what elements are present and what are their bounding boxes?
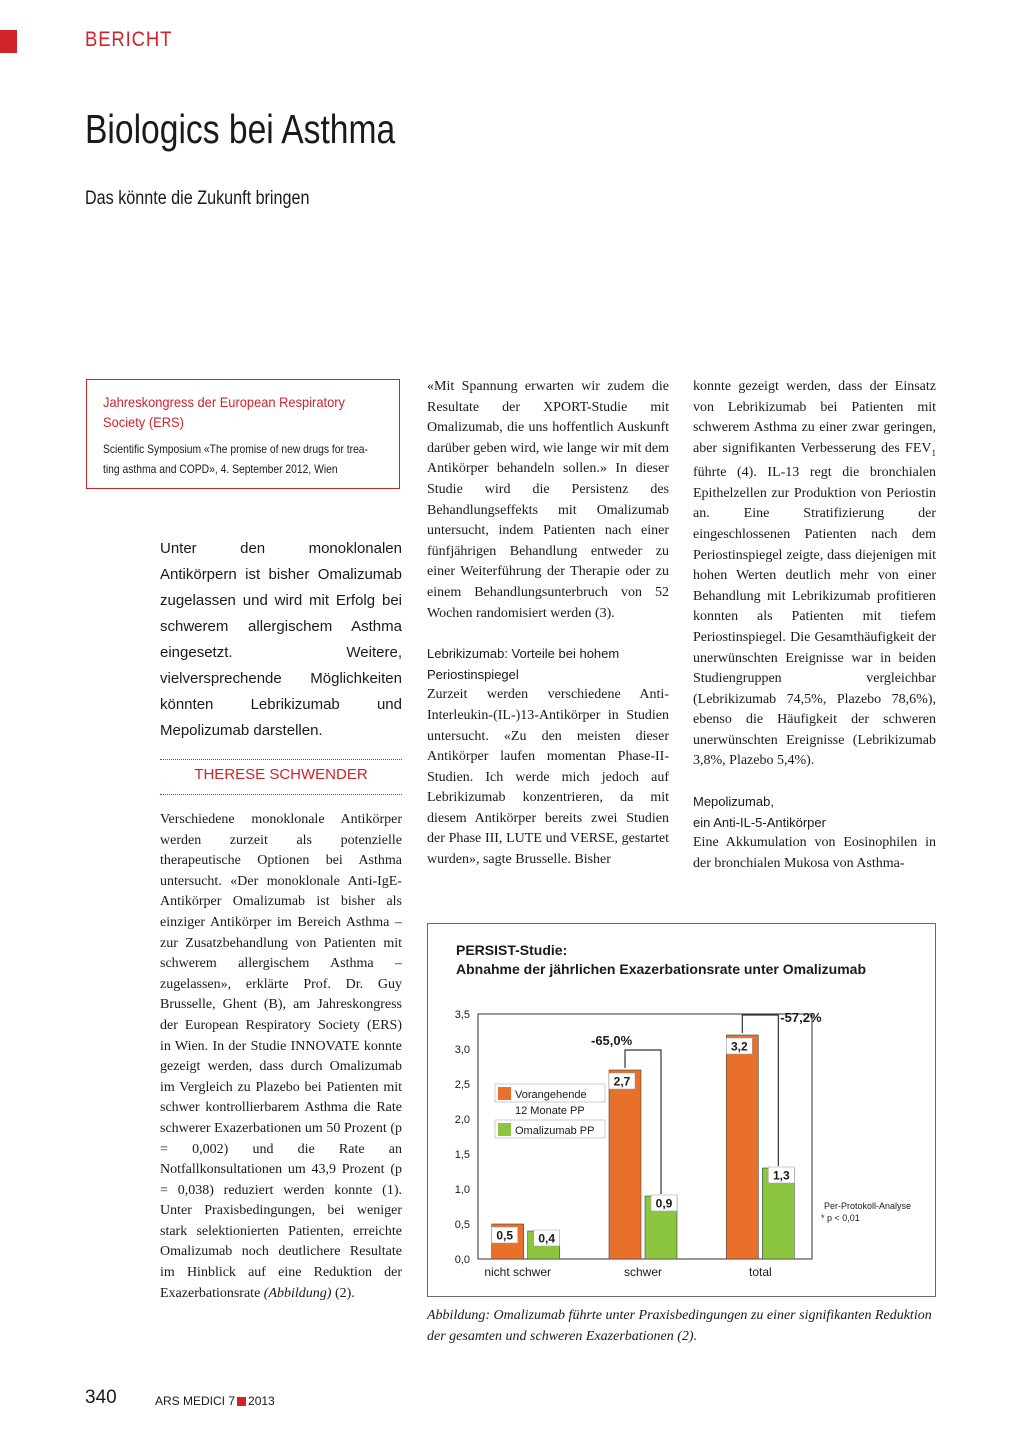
section-label: BERICHT <box>85 28 173 51</box>
chart-frame <box>427 923 936 1297</box>
legend-label-before: Vorangehende <box>515 1089 587 1101</box>
figure-caption: Abbildung: Omalizumab führte unter Praxisbedingungen zu einer signifikanten Reduktion der gesamten und schweren Exazerbationen (2). <box>427 1308 932 1344</box>
article-title: Biologics bei Asthma <box>85 106 396 152</box>
x-category-label: schwer <box>623 1265 663 1279</box>
bar-value-label: 0,9 <box>655 1196 673 1211</box>
bar-value-label: 1,3 <box>772 1168 790 1183</box>
legend-swatch-before-fill <box>498 1087 511 1100</box>
author-divider-bottom <box>160 794 402 795</box>
persist-bar-chart <box>428 924 935 1296</box>
bar-value-label: 3,2 <box>730 1039 748 1054</box>
legend-label-before-line2: 12 Monate PP <box>515 1105 585 1117</box>
body-paragraph: Verschiedene monoklonale Antikörper werden zurzeit als potenzielle therapeutische Optionen bei Asthma untersucht. «Der monoklonale Anti-IgE-Antikörper Omalizumab ist bisher als einziger Antikörper im Bereich Asthma – zur Zusatzbehandlung von Patienten mit schwerem allergischem Asthma – zugelassen», erklärte Prof. Dr. Guy Brusselle, Ghent (B), am Jahreskongress der European Respiratory Society (ERS) in Wien. In der Studie INNOVATE konnte gezeigt werden, dass durch Omalizumab im Vergleich zu Plazebo bei Patienten mit schwer kontrollierbarem Asthma die Rate schwerer Exazerbationen um 50 Prozent (p = 0,002) und die Rate an Notfallkonsultationen um 43,9 Prozent (p = 0,038) reduziert werden konnte (1). Unter Praxisbedingungen, bei weniger stark selektionierten Patienten, erreichte Omalizumab noch deutlichere Resultate im Hinblick auf eine Reduktion der Exazerbationsrate (Abbildung) (2). <box>160 812 402 1301</box>
lead-paragraph: Unter den monoklonalen Antikörpern ist bisher Omalizumab zugelassen und wird mit Erfolg bei schwerem allergischem Asthma eingesetzt. Weitere, vielversprechende Möglichkeiten könnten Lebrikizumab und Mepolizumab darstellen. <box>160 540 402 739</box>
body-paragraph: Eine Akkumulation von Eosinophilen in der bronchialen Mukosa von Asthma- <box>693 835 936 871</box>
chart-note-significance: * p < 0,01 <box>821 1213 860 1223</box>
x-category-label: total <box>748 1265 772 1279</box>
body-paragraph: Zurzeit werden verschiedene Anti-Interleukin-(IL-)13-Antikörper in Studien untersucht. «Zu den meisten dieser Antikörper laufen momentan Phase-II-Studien. Ich werde mich jedoch auf Lebrikizumab konzentrieren, da mit diesem Antikörper bereits zwei Studien der Phase III, LUTE und VERSE, gestartet wurden», sagte Brusselle. Bisher <box>427 687 669 868</box>
bar-value-label: 2,7 <box>613 1074 631 1089</box>
legend-label-omalizumab: Omalizumab PP <box>515 1125 595 1137</box>
author-name: THERESE SCHWENDER <box>194 766 368 783</box>
page-number: 340 <box>85 1387 117 1408</box>
reduction-annotation: -57,2% <box>780 1010 822 1025</box>
y-tick-label: 2,0 <box>454 1114 470 1126</box>
info-congress-line: Jahreskongress der European Respiratory Society (ERS) <box>103 394 345 430</box>
subheading-mepolizumab: Mepolizumab, ein Anti-IL-5-Antikörper <box>693 794 826 830</box>
chart-note-analysis: Per-Protokoll-Analyse <box>824 1201 912 1211</box>
author-divider-top <box>160 759 402 760</box>
x-category-label: nicht schwer <box>484 1265 552 1279</box>
section-marker <box>0 30 17 53</box>
body-paragraph: konnte gezeigt werden, dass der Einsatz von Lebrikizumab bei Patienten mit schwerem Asthma zu einer zwar geringen, aber signifikanten Verbesserung des $FEV_1$ führte (4). IL-13 regt die bronchialen Epithelzellen zur Produktion von Periostin an. Eine Stratifizierung der eingeschlossenen Patienten nach dem Periostinspiegel zeigte, dass diejenigen mit hohen Werten deutlich mehr von einer Behandlung mit Lebrikizumab profitieren konnten als Patienten mit tiefem Periostinspiegel. Die Gesamthäufigkeit der unerwünschten Ereignisse war in beiden Studiengruppen vergleichbar (Lebrikizumab 74,5%, Plazebo 78,6%), ebenso die Häufigkeit der schweren unerwünschten Ereignisse (Lebrikizumab 3,8%, Plazebo 5,4%). <box>693 379 936 769</box>
body-paragraph: «Mit Spannung erwarten wir zudem die Resultate der XPORT-Studie mit Omalizumab, die uns hoffentlich Auskunft darüber geben wird, wie lange wir mit dem Antikörper behandeln sollen.» In dieser Studie wird die Persistenz des Behandlungseffekts mit Omalizumab untersucht, indem Patienten nach einer fünfjährigen Behandlung entweder zu einer Weiterführung der Therapie oder zu einem Behandlungsunterbruch von 52 Wochen randomisiert werden (3). <box>427 379 669 621</box>
y-tick-label: 1,0 <box>454 1184 470 1196</box>
y-tick-label: 0,5 <box>454 1219 470 1231</box>
y-tick-label: 3,0 <box>454 1044 470 1056</box>
body-column-1 <box>160 810 402 1304</box>
footer-square <box>237 1397 246 1406</box>
info-symposium-line: Scientific Symposium «The promise of new drugs for trea- ting asthma and COPD», 4. September 2012, Wien <box>103 442 368 476</box>
bar-before <box>726 1035 758 1259</box>
magazine-issue: ARS MEDICI 7 2013 <box>155 1394 275 1408</box>
legend-swatch-omalizumab <box>498 1123 511 1136</box>
y-tick-label: 3,5 <box>454 1009 470 1021</box>
chart-subtitle: Abnahme der jährlichen Exazerbationsrate unter Omalizumab <box>456 961 866 977</box>
bar-value-label: 0,4 <box>538 1231 556 1246</box>
figure-reference: (Abbildung) <box>263 1285 332 1301</box>
bar-value-label: 0,5 <box>496 1228 514 1243</box>
y-tick-label: 1,5 <box>454 1149 470 1161</box>
y-tick-label: 2,5 <box>454 1079 470 1091</box>
body-column-3 <box>693 377 936 874</box>
y-tick-label: 0,0 <box>454 1254 470 1266</box>
subheading-lebrikizumab: Lebrikizumab: Vorteile bei hohem Periostinspiegel <box>427 646 620 682</box>
body-column-2 <box>427 377 669 871</box>
chart-title: PERSIST-Studie: <box>456 942 568 958</box>
congress-info-box <box>86 379 400 489</box>
bar-before <box>609 1070 641 1259</box>
article-subtitle: Das könnte die Zukunft bringen <box>85 188 310 209</box>
reduction-annotation: -65,0% <box>591 1033 633 1048</box>
